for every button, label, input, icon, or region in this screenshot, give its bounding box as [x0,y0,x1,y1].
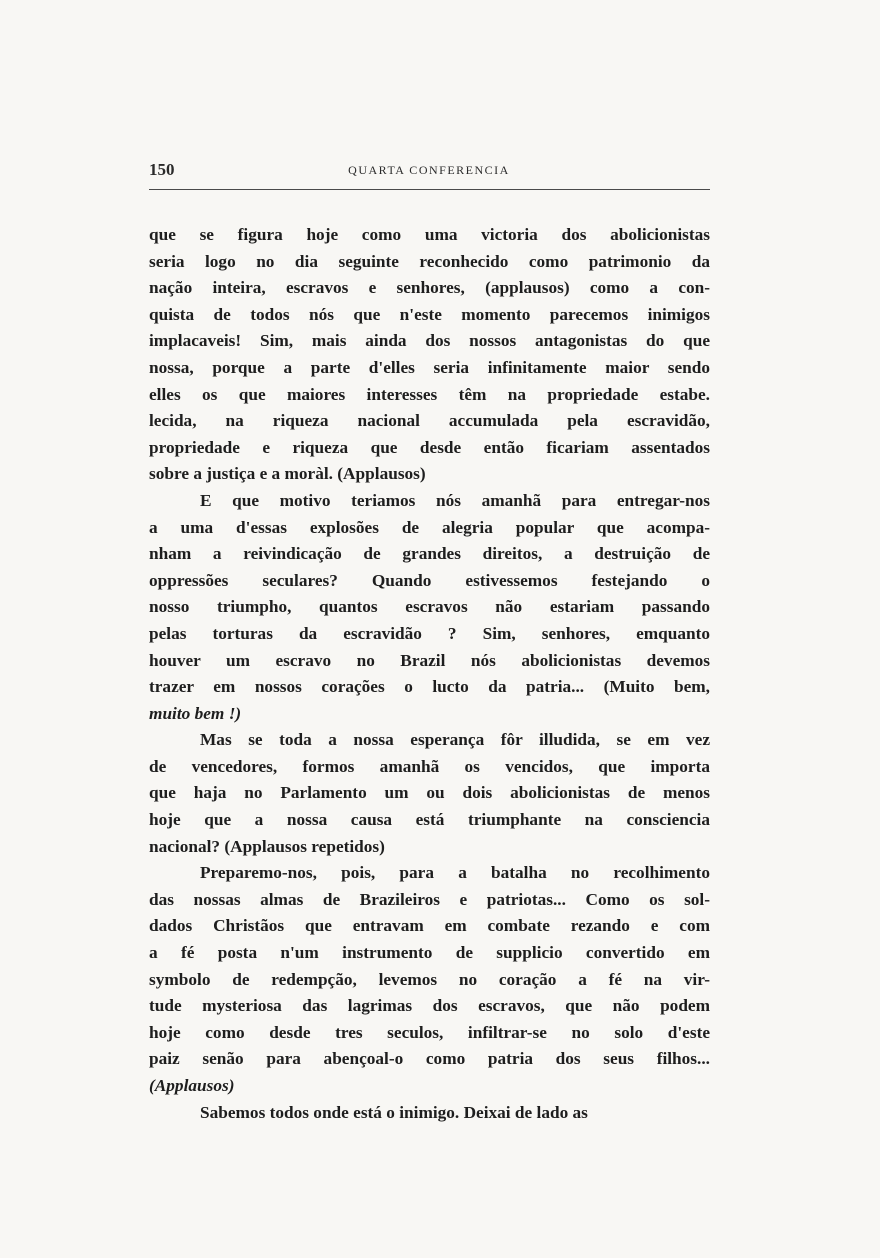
text-line: seria logo no dia seguinte reconhecido como patrimonio da [149,251,710,271]
text-line: paiz senão para abençoal-o como patria dos seus filhos... [149,1049,710,1069]
running-head: QUARTA CONFERENCIA [348,163,510,177]
text-line: que se figura hoje como uma victoria dos abolicionistas [149,225,710,244]
text-line: houver um escravo no Brazil nós abolicionistas devemos [149,650,710,670]
text-line: lecida, na riqueza nacional accumulada pela escravidão, [149,411,710,431]
text-line: quista de todos nós que n'este momento parecemos inimigos [149,304,710,324]
text-line: hoje que a nossa causa está triumphante na consciencia [149,810,710,830]
text-line: propriedade e riqueza que desde então ficariam assentados [149,437,710,457]
text-line: hoje como desde tres seculos, infiltrar-se no solo d'este [149,1022,710,1042]
text-line: dados Christãos que entravam em combate rezando e com [149,916,710,936]
text-line: trazer em nossos corações o lucto da patria... (Muito bem, [149,677,710,697]
text-line: nação inteira, escravos e senhores, (applausos) como a con- [149,278,710,298]
text-line: nosso triumpho, quantos escravos não estariam passando [149,597,710,617]
text-line: oppressões seculares? Quando estivessemos festejando o [149,570,710,590]
header-rule [149,189,710,190]
text-line: symbolo de redempção, levemos no coração a fé na vir- [149,969,710,989]
text-line: de vencedores, formos amanhã os vencidos, que importa [149,756,710,776]
text-line: nacional? (Applausos repetidos) [149,836,385,856]
text-line: a uma d'essas explosões de alegria popular que acompa- [149,517,710,537]
page-header [149,160,709,184]
text-line: Sabemos todos onde está o inimigo. Deixai de lado as [200,1102,588,1122]
text-line: elles os que maiores interesses têm na propriedade estabe. [149,384,710,404]
text-line: nham a reivindicação de grandes direitos, a destruição de [149,544,710,564]
page-number: 150 [149,160,175,179]
text-line: pelas torturas da escravidão ? Sim, senhores, emquanto [149,623,710,643]
text-line: que haja no Parlamento um ou dois abolicionistas de menos [149,783,710,803]
text-line: E que motivo teriamos nós amanhã para entregar-nos [200,490,710,510]
text-line: das nossas almas de Brazileiros e patriotas... Como os sol- [149,889,710,909]
body-text [149,222,710,1126]
text-line: Preparemo-nos, pois, para a batalha no recolhimento [200,863,710,883]
text-line: a fé posta n'um instrumento de supplicio convertido em [149,943,710,963]
text-line: nossa, porque a parte d'elles seria infinitamente maior sendo [149,357,710,377]
text-line: (Applausos) [149,1076,235,1095]
text-line: Mas se toda a nossa esperança fôr illudida, se em vez [200,730,710,750]
text-line: sobre a justiça e a moràl. (Applausos) [149,464,426,484]
text-line: tude mysteriosa das lagrimas dos escravos, que não podem [149,996,710,1016]
text-line: implacaveis! Sim, mais ainda dos nossos antagonistas do que [149,331,710,351]
text-line: muito bem !) [149,703,242,723]
